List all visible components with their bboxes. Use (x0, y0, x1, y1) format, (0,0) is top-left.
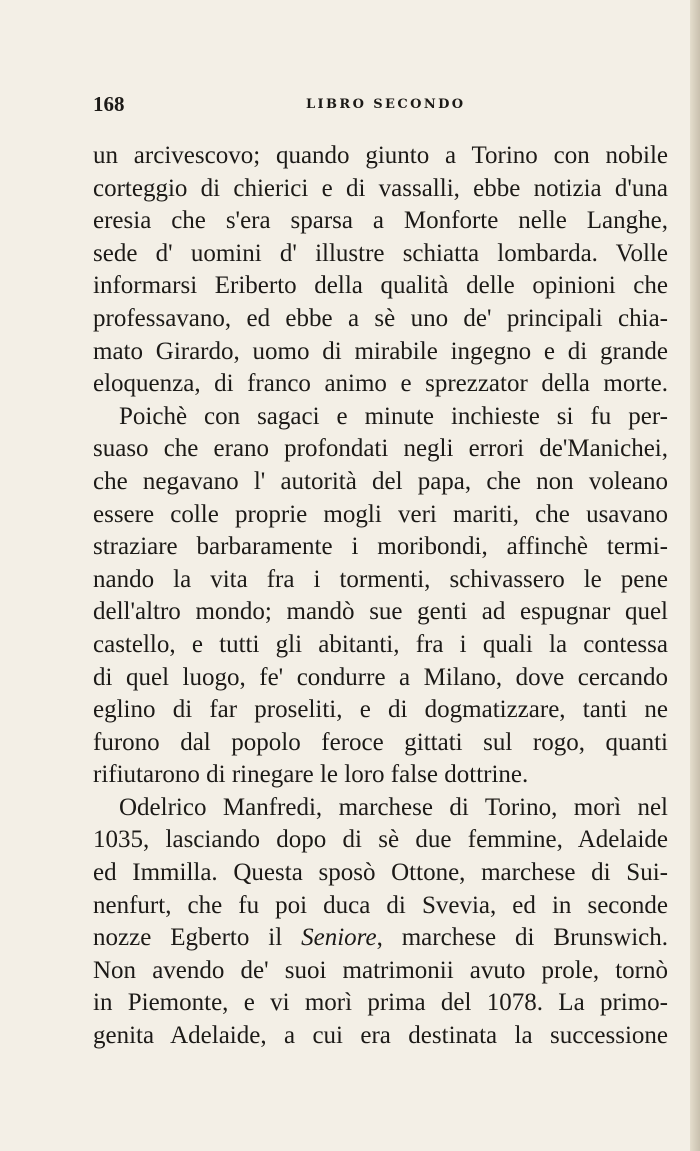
text-line: in Piemonte, e vi morì prima del 1078. La primo- (93, 989, 668, 1017)
text-line: professavano, ed ebbe a sè uno de' principali chia- (93, 304, 668, 332)
text-line: ed Immilla. Questa sposò Ottone, marchese di Sui- (93, 859, 668, 887)
text-line: mato Girardo, uomo di mirabile ingegno e di grande (93, 337, 668, 365)
text-line: informarsi Eriberto della qualità delle opinioni che (93, 272, 668, 300)
text-line: sede d' uomini d' illustre schiatta lombarda. Volle (93, 239, 668, 267)
text-line: corteggio di chierici e di vassalli, ebbe notizia d'una (93, 174, 668, 202)
text-line: essere colle proprie mogli veri mariti, che usavano (93, 500, 668, 528)
text-line (93, 922, 668, 955)
page-edge (690, 0, 700, 1151)
running-head: LIBRO SECONDO (306, 97, 466, 112)
body-text (93, 140, 668, 1053)
text-line: castello, e tutti gli abitanti, fra i quali la contessa (93, 630, 668, 658)
text-line: furono dal popolo feroce gittati sul rogo, quanti (93, 728, 668, 756)
text-line: nenfurt, che fu poi duca di Svevia, ed in seconde (93, 891, 668, 919)
text-line: Odelrico Manfredi, marchese di Torino, morì nel (119, 793, 668, 821)
text-line: un arcivescovo; quando giunto a Torino con nobile (93, 142, 668, 169)
text-line: eloquenza, di franco animo e sprezzator della morte. (93, 370, 668, 398)
text-line: straziare barbaramente i moribondi, affinchè termi- (93, 533, 668, 561)
text-line: che negavano l' autorità del papa, che non voleano (93, 467, 668, 495)
text-line: genita Adelaide, a cui era destinata la successione (93, 1022, 668, 1050)
text-line: rifiutarono di rinegare le loro false dottrine. (93, 761, 529, 789)
page-header (93, 92, 668, 122)
text-line: eglino di far proseliti, e di dogmatizzare, tanti ne (93, 696, 668, 724)
text-line: eresia che s'era sparsa a Monforte nelle Langhe, (93, 207, 668, 235)
page-number: 168 (93, 92, 125, 116)
text-line: 1035, lasciando dopo di sè due femmine, Adelaide (93, 826, 668, 854)
text-segment: , marchese di Brunswich. (376, 924, 668, 952)
text-line: dell'altro mondo; mandò sue genti ad espugnar quel (93, 598, 668, 626)
text-line: di quel luogo, fe' condurre a Milano, dove cercando (93, 663, 668, 691)
text-line: Non avendo de' suoi matrimonii avuto prole, tornò (93, 956, 668, 984)
text-segment: nozze Egberto il (93, 924, 302, 952)
text-line: nando la vita fra i tormenti, schivassero le pene (93, 565, 668, 593)
text-line: suaso che erano profondati negli errori de'Manichei, (93, 435, 668, 463)
text-line: Poichè con sagaci e minute inchieste si fu per- (119, 402, 668, 430)
italic-term: Seniore (301, 924, 377, 952)
